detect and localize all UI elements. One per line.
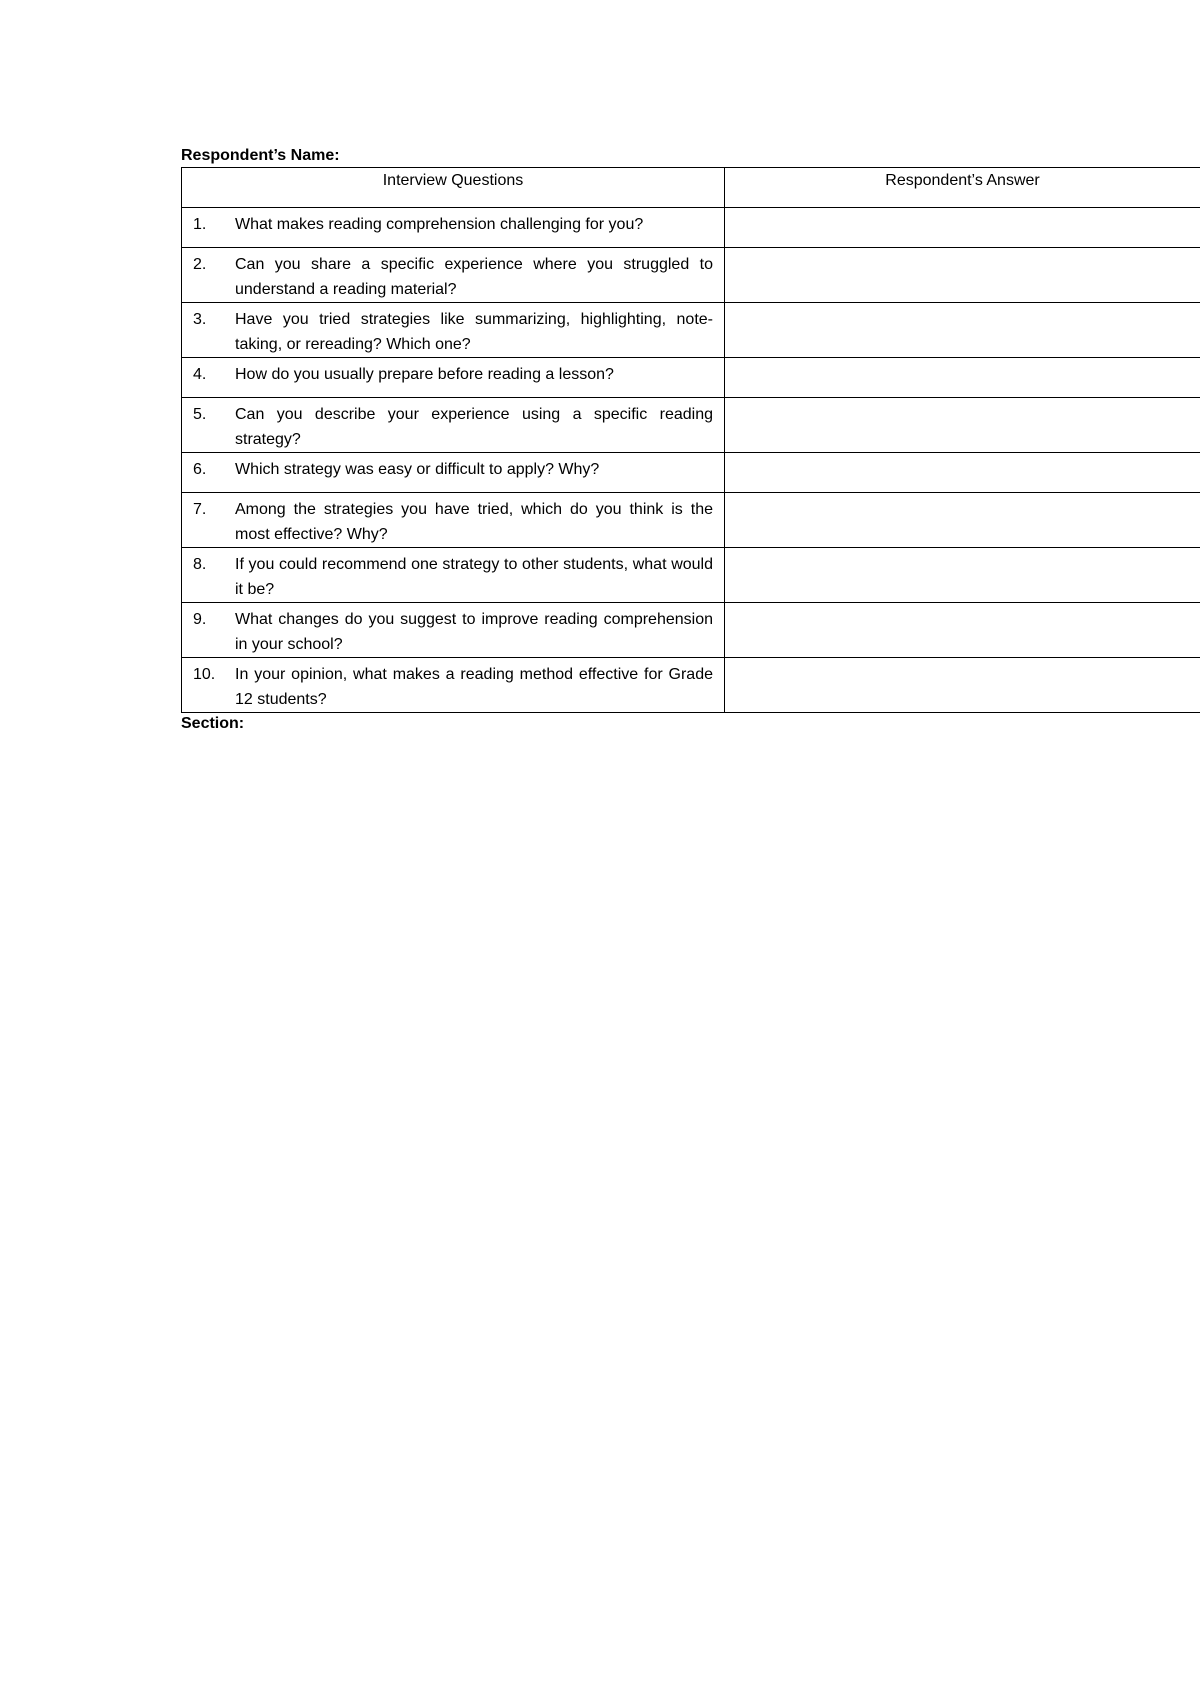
question-cell bbox=[182, 248, 725, 303]
question-cell bbox=[182, 358, 725, 398]
table-row bbox=[182, 248, 1200, 303]
question-text: What changes do you suggest to improve reading comprehension in your school? bbox=[235, 611, 713, 653]
question-number: 2. bbox=[193, 256, 207, 273]
question-text: What makes reading comprehension challenging for you? bbox=[235, 216, 644, 233]
table-row bbox=[182, 548, 1200, 603]
answer-cell[interactable] bbox=[725, 658, 1200, 713]
question-number: 5. bbox=[193, 406, 207, 423]
answer-cell[interactable] bbox=[725, 603, 1200, 658]
question-text: If you could recommend one strategy to other students, what would it be? bbox=[235, 556, 713, 598]
question-number: 7. bbox=[193, 501, 207, 518]
question-number: 4. bbox=[193, 366, 207, 383]
question-text: Which strategy was easy or difficult to apply? Why? bbox=[235, 461, 600, 478]
question-text: Can you share a specific experience where you struggled to understand a reading material? bbox=[235, 256, 713, 298]
question-number: 1. bbox=[193, 216, 207, 233]
header-respondent-answer: Respondent’s Answer bbox=[725, 168, 1200, 208]
question-text: Can you describe your experience using a specific reading strategy? bbox=[235, 406, 713, 448]
table-row bbox=[182, 358, 1200, 398]
section-label: Section: bbox=[181, 715, 245, 732]
answer-cell[interactable] bbox=[725, 548, 1200, 603]
question-number: 3. bbox=[193, 311, 207, 328]
answer-cell[interactable] bbox=[725, 303, 1200, 358]
table-row bbox=[182, 303, 1200, 358]
table-row bbox=[182, 453, 1200, 493]
answer-cell[interactable] bbox=[725, 398, 1200, 453]
table-row bbox=[182, 658, 1200, 713]
table-row bbox=[182, 603, 1200, 658]
question-number: 10. bbox=[193, 666, 216, 683]
question-cell bbox=[182, 658, 725, 713]
question-text: In your opinion, what makes a reading method effective for Grade 12 students? bbox=[235, 666, 713, 708]
table-row bbox=[182, 208, 1200, 248]
question-number: 6. bbox=[193, 461, 207, 478]
table-row bbox=[182, 493, 1200, 548]
question-text: Among the strategies you have tried, which do you think is the most effective? Why? bbox=[235, 501, 713, 543]
question-number: 8. bbox=[193, 556, 207, 573]
respondent-name-label: Respondent’s Name: bbox=[181, 147, 340, 164]
question-cell bbox=[182, 208, 725, 248]
answer-cell[interactable] bbox=[725, 248, 1200, 303]
question-cell bbox=[182, 398, 725, 453]
header-interview-questions: Interview Questions bbox=[182, 168, 725, 208]
answer-cell[interactable] bbox=[725, 208, 1200, 248]
question-text: How do you usually prepare before reading a lesson? bbox=[235, 366, 614, 383]
question-cell bbox=[182, 493, 725, 548]
interview-table bbox=[181, 167, 1200, 713]
document-page bbox=[181, 146, 1200, 735]
question-cell bbox=[182, 548, 725, 603]
question-cell bbox=[182, 603, 725, 658]
question-text: Have you tried strategies like summarizing, highlighting, note-taking, or rereading? Which one? bbox=[235, 311, 713, 353]
question-number: 9. bbox=[193, 611, 207, 628]
answer-cell[interactable] bbox=[725, 493, 1200, 548]
answer-cell[interactable] bbox=[725, 453, 1200, 493]
question-cell bbox=[182, 453, 725, 493]
answer-cell[interactable] bbox=[725, 358, 1200, 398]
table-row bbox=[182, 398, 1200, 453]
question-cell bbox=[182, 303, 725, 358]
table-header-row bbox=[182, 168, 1200, 208]
